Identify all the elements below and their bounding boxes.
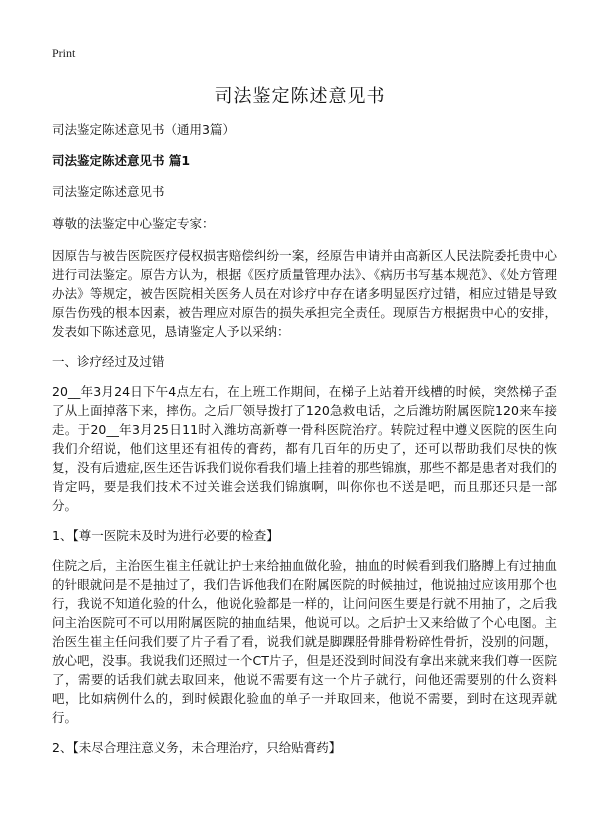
- section-1-heading: 一、诊疗经过及过错: [52, 354, 165, 369]
- document-body: [52, 120, 557, 768]
- subsection-2-heading: 2、【未尽合理注意义务，未合理治疗，只给贴膏药】: [52, 740, 342, 755]
- document-subtitle: 司法鉴定陈述意见书（通用3篇）: [52, 122, 235, 137]
- section-1-paragraph: 20__年3月24日下午4点左右，在上班工作期间，在梯子上站着开线槽的时候，突然梯子歪了从上面掉落下来，摔伤。之后厂领导拨打了120急救电话，之后潍坊附属医院120来车接走。于20__年3月25日11时入潍坊高新尊一骨科医院治疗。转院过程中遵义医院的医生向我们介绍说，他们这里还有祖传的膏药，都有几百年的历史了，还可以帮助我们尽快的恢复，没有后遗症,医生还告诉我们说你看我们墙上挂着的那些锦旗，那些不都是患者对我们的肯定吗，要是我们技术不过关谁会送我们锦旗啊，叫你你也不送是吧，而且那还只是一部分。: [52, 384, 557, 513]
- print-label: Print: [52, 46, 76, 60]
- subsection-1-heading: 1、【尊一医院未及时为进行必要的检查】: [52, 528, 279, 543]
- salutation: 尊敬的法鉴定中心鉴定专家：: [52, 216, 215, 231]
- document-title: 司法鉴定陈述意见书: [214, 86, 386, 107]
- subsection-1-paragraph: 住院之后，主治医生崔主任就让护士来给抽血做化验，抽血的时候看到我们胳膊上有过抽血的针眼就问是不是抽过了，我们告诉他我们在附属医院的时候抽过，他说抽过应该用那个也行，我说不知道化验的什么，他说化验都是一样的，让问问医生要是行就不用抽了，之后我问主治医院可不可以用附属医院的抽血结果，他说可以。之后护士又来给做了个心电图。主治医生崔主任问我们要了片子看了看，说我们就是脚踝胫骨腓骨粉碎性骨折，没别的问题，放心吧，没事。我说我们还照过一个CT片子，但是还没到时间没有拿出来就来我们尊一医院了，需要的话我们就去取回来，他说不需要有这一个片子就行，问他还需要别的什么资料吧，比如病例什么的，到时候跟化验血的单子一并取回来，他说不需要，到时在这现弄就行。: [52, 558, 557, 725]
- article-heading: 司法鉴定陈述意见书 篇1: [52, 153, 191, 168]
- article-title: 司法鉴定陈述意见书: [52, 184, 165, 199]
- intro-paragraph: 因原告与被告医院医疗侵权损害赔偿纠纷一案，经原告申请并由高新区人民法院委托贵中心进行司法鉴定。原告方认为，根据《医疗质量管理办法》、《病历书写基本规范》、《处方管理办法》等规定，被告医院相关医务人员在对诊疗中存在诸多明显医疗过错，相应过错是导致原告伤残的根本因素，被告理应对原告的损失承担完全责任。现原告方根据贵中心的安排，发表如下陈述意见，恳请鉴定人予以采纳：: [52, 248, 557, 339]
